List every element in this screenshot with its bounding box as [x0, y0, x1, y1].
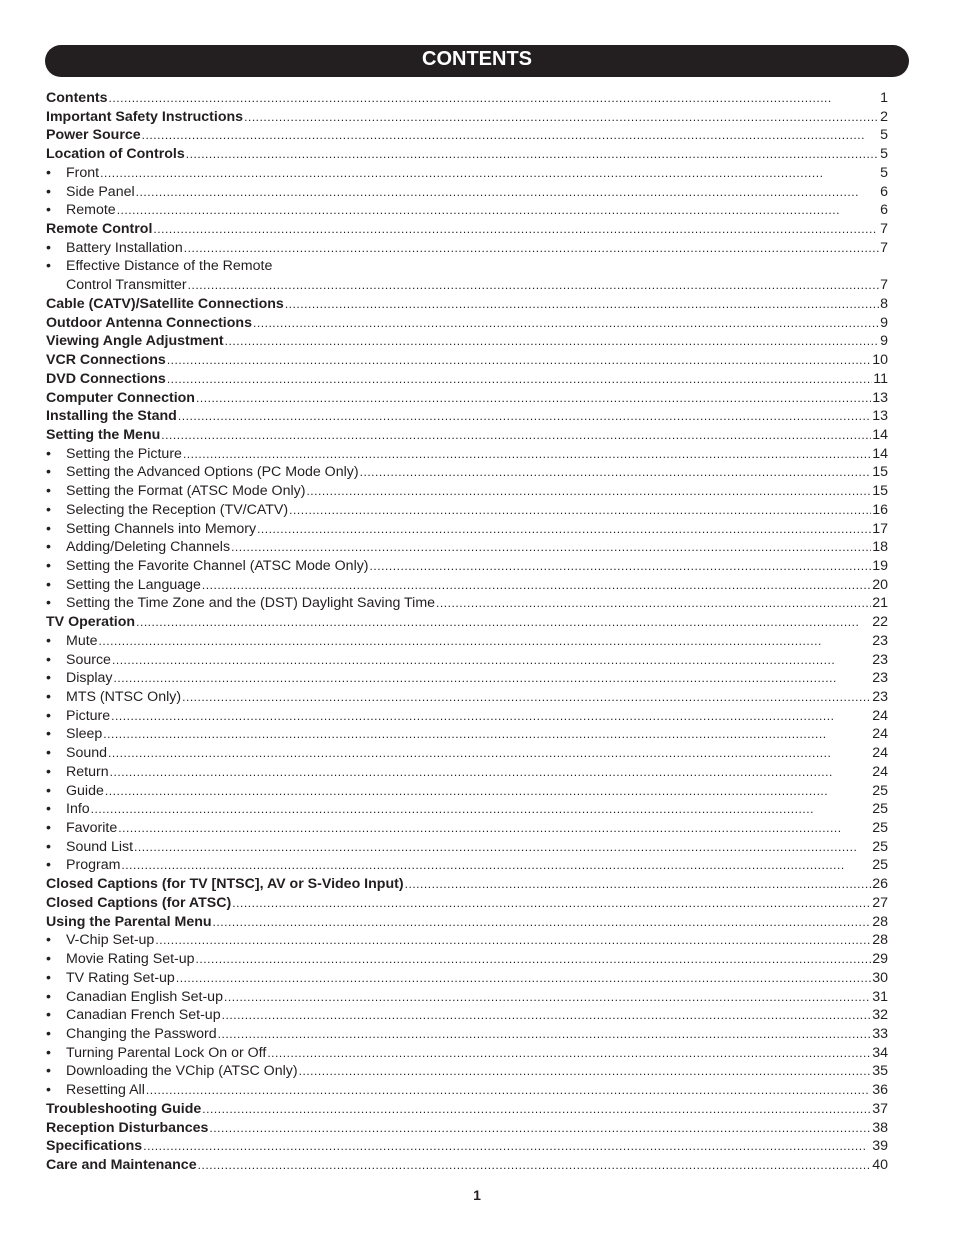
toc-entry-label: Selecting the Reception (TV/CATV) — [66, 501, 289, 518]
toc-entry-label: Setting the Language — [66, 576, 201, 593]
toc-entry[interactable] — [46, 1025, 888, 1044]
toc-entry-page: 25 — [872, 782, 888, 799]
toc-entry-page: 5 — [880, 127, 888, 144]
toc-entry-page: 37 — [872, 1100, 888, 1117]
toc-entry-page: 23 — [872, 689, 888, 705]
toc-entry-label: Setting the Format (ATSC Mode Only) — [66, 483, 306, 500]
toc-entry[interactable] — [46, 257, 888, 276]
toc-entry-label: Changing the Password — [66, 1025, 217, 1042]
toc-entry[interactable] — [46, 875, 888, 894]
toc-entry-page: 22 — [872, 614, 888, 631]
toc-entry[interactable] — [46, 407, 888, 426]
toc-entry[interactable] — [46, 276, 888, 295]
toc-entry[interactable] — [46, 969, 888, 988]
toc-entry-page: 20 — [872, 576, 888, 593]
toc-entry[interactable] — [46, 576, 888, 595]
bullet-icon: • — [46, 557, 51, 574]
toc-entry[interactable] — [46, 332, 888, 351]
toc-entry-page: 32 — [872, 1007, 888, 1024]
dot-leader — [146, 1081, 871, 1100]
dot-leader — [196, 389, 871, 408]
toc-entry-page: 10 — [872, 352, 888, 369]
toc-entry-page: 7 — [880, 221, 888, 238]
dot-leader — [436, 594, 871, 613]
dot-leader — [108, 744, 871, 763]
toc-entry[interactable] — [46, 1119, 888, 1138]
toc-entry-page: 19 — [872, 557, 888, 574]
dot-leader — [253, 314, 879, 333]
toc-entry-page: 25 — [872, 838, 888, 855]
toc-entry-label: Adding/Deleting Channels — [66, 539, 231, 556]
toc-entry-label: Remote — [66, 202, 116, 219]
toc-entry-label: Source — [66, 651, 111, 668]
toc-entry[interactable] — [46, 782, 888, 801]
dot-leader — [155, 931, 871, 950]
dot-leader — [103, 725, 871, 744]
toc-entry[interactable] — [46, 1044, 888, 1063]
bullet-icon: • — [46, 632, 51, 649]
bullet-icon: • — [46, 763, 51, 780]
toc-entry[interactable] — [46, 164, 888, 183]
toc-entry-label: Movie Rating Set-up — [66, 951, 195, 968]
toc-entry[interactable] — [46, 1081, 888, 1100]
bullet-icon: • — [46, 745, 51, 762]
toc-entry-label: Control Transmitter — [66, 277, 187, 294]
toc-entry[interactable] — [46, 838, 888, 857]
toc-entry-label: Return — [66, 763, 109, 780]
dot-leader — [231, 538, 871, 557]
toc-entry[interactable] — [46, 1156, 888, 1175]
toc-entry-label: Closed Captions (for ATSC) — [46, 894, 232, 911]
toc-entry[interactable] — [46, 856, 888, 875]
dot-leader — [202, 576, 871, 595]
toc-entry-label: Mute — [66, 632, 98, 649]
toc-entry-page: 11 — [873, 370, 888, 387]
toc-entry[interactable] — [46, 463, 888, 482]
toc-entry-label: VCR Connections — [46, 352, 166, 369]
toc-entry[interactable] — [46, 239, 888, 258]
bullet-icon: • — [46, 689, 51, 705]
toc-entry[interactable] — [46, 295, 888, 314]
toc-entry[interactable] — [46, 1137, 888, 1156]
toc-entry-label: Cable (CATV)/Satellite Connections — [46, 295, 284, 312]
toc-entry-page: 1 — [880, 90, 888, 106]
toc-entry[interactable] — [46, 482, 888, 501]
toc-entry-page: 25 — [872, 801, 888, 818]
toc-entry-label: Remote Control — [46, 221, 153, 238]
dot-leader — [306, 482, 871, 501]
toc-entry-page: 24 — [872, 707, 888, 724]
toc-entry-page: 14 — [872, 426, 888, 443]
bullet-icon: • — [46, 670, 51, 687]
toc-entry-label: Specifications — [46, 1138, 143, 1155]
dot-leader — [285, 295, 879, 314]
toc-entry[interactable] — [46, 445, 888, 464]
toc-entry[interactable] — [46, 89, 888, 108]
toc-entry-label: Side Panel — [66, 183, 135, 200]
toc-entry-label: Setting the Picture — [66, 445, 182, 462]
toc-entry-page: 24 — [872, 763, 888, 780]
toc-entry[interactable] — [46, 800, 888, 819]
dot-leader — [108, 89, 879, 108]
toc-entry-page: 35 — [872, 1063, 888, 1080]
toc-entry-label: Power Source — [46, 127, 141, 144]
toc-entry-label: Important Safety Instructions — [46, 108, 244, 125]
dot-leader — [142, 126, 879, 145]
toc-entry-label: Program — [66, 857, 121, 874]
dot-leader — [360, 463, 872, 482]
dot-leader — [110, 763, 872, 782]
toc-entry-label: Viewing Angle Adjustment — [46, 333, 224, 350]
bullet-icon: • — [46, 857, 51, 874]
dot-leader — [91, 800, 872, 819]
toc-entry-label: Resetting All — [66, 1082, 145, 1099]
toc-entry-label: Setting the Time Zone and the (DST) Daylight Saving Time — [66, 595, 436, 612]
bullet-icon: • — [46, 707, 51, 724]
toc-entry-label: Setting Channels into Memory — [66, 520, 257, 537]
bullet-icon: • — [46, 651, 51, 668]
toc-entry-label: Closed Captions (for TV [NTSC], AV or S-Video Input) — [46, 876, 404, 893]
bullet-icon: • — [46, 595, 51, 612]
dot-leader — [213, 913, 872, 932]
toc-entry-page: 25 — [872, 820, 888, 837]
toc-entry[interactable] — [46, 538, 888, 557]
dot-leader — [225, 332, 879, 351]
dot-leader — [167, 370, 872, 389]
dot-leader — [134, 838, 871, 857]
toc-entry[interactable] — [46, 389, 888, 408]
dot-leader — [257, 520, 871, 539]
toc-entry-label: Using the Parental Menu — [46, 913, 212, 930]
toc-entry-page: 15 — [872, 483, 888, 500]
bullet-icon: • — [46, 838, 51, 855]
table-of-contents — [46, 89, 888, 1175]
dot-leader — [196, 950, 872, 969]
toc-entry-label: Canadian French Set-up — [66, 1007, 221, 1024]
contents-banner: CONTENTS — [45, 45, 909, 77]
dot-leader — [202, 1100, 871, 1119]
bullet-icon: • — [46, 576, 51, 593]
bullet-icon: • — [46, 969, 51, 986]
dot-leader — [143, 1137, 871, 1156]
toc-entry-label: Picture — [66, 707, 111, 724]
toc-entry[interactable] — [46, 370, 888, 389]
toc-entry-label: Sound List — [66, 838, 134, 855]
toc-entry-page: 31 — [872, 988, 888, 1005]
toc-entry-page: 34 — [872, 1044, 888, 1061]
toc-entry-page: 9 — [880, 333, 888, 350]
bullet-icon: • — [46, 202, 51, 219]
toc-entry-label: Location of Controls — [46, 146, 185, 163]
dot-leader — [244, 108, 879, 127]
bullet-icon: • — [46, 951, 51, 968]
dot-leader — [136, 613, 871, 632]
toc-entry-label: Guide — [66, 782, 104, 799]
toc-entry-label: Front — [66, 164, 100, 181]
toc-entry-label: TV Rating Set-up — [66, 969, 175, 986]
dot-leader — [183, 445, 871, 464]
toc-entry[interactable] — [46, 183, 888, 202]
toc-entry-label: Favorite — [66, 820, 118, 837]
toc-entry[interactable] — [46, 819, 888, 838]
bullet-icon: • — [46, 932, 51, 949]
toc-entry[interactable] — [46, 707, 888, 726]
toc-entry-page: 13 — [872, 408, 888, 425]
toc-entry-label: DVD Connections — [46, 370, 166, 387]
dot-leader — [198, 1156, 872, 1175]
toc-entry-page: 6 — [880, 202, 888, 219]
toc-entry[interactable] — [46, 1006, 888, 1025]
bullet-icon: • — [46, 258, 51, 275]
dot-leader — [224, 988, 871, 1007]
toc-entry[interactable] — [46, 913, 888, 932]
bullet-icon: • — [46, 1007, 51, 1024]
bullet-icon: • — [46, 782, 51, 799]
dot-leader — [99, 632, 872, 651]
dot-leader — [121, 856, 871, 875]
toc-entry[interactable] — [46, 744, 888, 763]
toc-entry-page: 28 — [872, 932, 888, 949]
bullet-icon: • — [46, 183, 51, 200]
toc-entry-page: 14 — [872, 445, 888, 462]
toc-entry[interactable] — [46, 426, 888, 445]
toc-entry-page: 28 — [872, 913, 888, 930]
toc-entry-label: Contents — [46, 90, 108, 106]
toc-entry-label: Reception Disturbances — [46, 1119, 209, 1136]
bullet-icon: • — [46, 464, 51, 481]
bullet-icon: • — [46, 801, 51, 818]
toc-entry-page: 23 — [872, 651, 888, 668]
toc-entry-page: 24 — [872, 745, 888, 762]
toc-entry[interactable] — [46, 931, 888, 950]
toc-entry-label: Info — [66, 801, 90, 818]
dot-leader — [218, 1025, 872, 1044]
dot-leader — [222, 1006, 872, 1025]
dot-leader — [289, 501, 871, 520]
dot-leader — [112, 651, 871, 670]
toc-entry-label: Effective Distance of the Remote — [66, 258, 273, 275]
toc-entry[interactable] — [46, 145, 888, 164]
toc-entry[interactable] — [46, 894, 888, 913]
bullet-icon: • — [46, 1044, 51, 1061]
toc-entry-page: 9 — [880, 314, 888, 331]
dot-leader — [186, 145, 879, 164]
toc-entry[interactable] — [46, 688, 888, 707]
toc-entry-page: 5 — [880, 146, 888, 163]
toc-entry-label: Setting the Favorite Channel (ATSC Mode Only) — [66, 557, 369, 574]
toc-entry-page: 6 — [880, 183, 888, 200]
toc-entry[interactable] — [46, 351, 888, 370]
dot-leader — [117, 201, 879, 220]
toc-entry-page: 27 — [872, 894, 888, 911]
toc-entry[interactable] — [46, 201, 888, 220]
toc-entry-label: Display — [66, 670, 113, 687]
toc-entry-label: Setting the Menu — [46, 426, 161, 443]
dot-leader — [153, 220, 879, 239]
toc-entry[interactable] — [46, 763, 888, 782]
bullet-icon: • — [46, 539, 51, 556]
dot-leader — [299, 1062, 872, 1081]
toc-entry[interactable] — [46, 950, 888, 969]
dot-leader — [100, 164, 879, 183]
bullet-icon: • — [46, 820, 51, 837]
toc-entry-page: 7 — [880, 239, 888, 256]
toc-entry[interactable] — [46, 314, 888, 333]
toc-entry-page: 30 — [872, 969, 888, 986]
toc-entry[interactable] — [46, 594, 888, 613]
bullet-icon: • — [46, 988, 51, 1005]
toc-entry-page: 16 — [872, 501, 888, 518]
toc-entry-label: Installing the Stand — [46, 408, 177, 425]
toc-entry-label: Troubleshooting Guide — [46, 1100, 202, 1117]
toc-entry-page: 39 — [872, 1138, 888, 1155]
toc-entry-page: 24 — [872, 726, 888, 743]
toc-entry-page: 7 — [880, 277, 888, 294]
toc-entry-label: Computer Connection — [46, 389, 195, 406]
toc-entry[interactable] — [46, 126, 888, 145]
toc-entry-label: Sleep — [66, 726, 103, 743]
bullet-icon: • — [46, 164, 51, 181]
toc-entry-label: Care and Maintenance — [46, 1156, 197, 1173]
toc-entry-label: Battery Installation — [66, 239, 183, 256]
bullet-icon: • — [46, 520, 51, 537]
toc-entry-label: MTS (NTSC Only) — [66, 689, 182, 705]
toc-entry[interactable] — [46, 220, 888, 239]
toc-entry-page: 40 — [872, 1156, 888, 1173]
toc-entry-page: 33 — [872, 1025, 888, 1042]
toc-entry-page: 2 — [880, 108, 888, 125]
toc-entry-label: Sound — [66, 745, 108, 762]
toc-entry-label: V-Chip Set-up — [66, 932, 155, 949]
dot-leader — [111, 707, 871, 726]
toc-entry-page: 21 — [872, 595, 888, 612]
dot-leader — [105, 782, 871, 801]
dot-leader — [184, 239, 879, 258]
toc-entry-page: 17 — [872, 520, 888, 537]
dot-leader — [136, 183, 879, 202]
toc-entry-page: 26 — [872, 876, 888, 893]
toc-entry[interactable] — [46, 108, 888, 127]
toc-entry-page: 23 — [872, 670, 888, 687]
dot-leader — [167, 351, 871, 370]
bullet-icon: • — [46, 726, 51, 743]
dot-leader — [161, 426, 871, 445]
toc-entry[interactable] — [46, 557, 888, 576]
toc-entry-label: TV Operation — [46, 614, 136, 631]
toc-entry[interactable] — [46, 1062, 888, 1081]
toc-entry-label: Canadian English Set-up — [66, 988, 223, 1005]
toc-entry-page: 13 — [872, 389, 888, 406]
dot-leader — [370, 557, 872, 576]
dot-leader — [188, 276, 879, 295]
page-number: 1 — [473, 1187, 481, 1203]
dot-leader — [232, 894, 871, 913]
bullet-icon: • — [46, 1082, 51, 1099]
toc-entry-page: 15 — [872, 464, 888, 481]
toc-entry[interactable] — [46, 501, 888, 520]
toc-entry-label: Turning Parental Lock On or Off — [66, 1044, 267, 1061]
dot-leader — [405, 875, 872, 894]
toc-entry-page: 5 — [880, 164, 888, 181]
bullet-icon: • — [46, 501, 51, 518]
dot-leader — [209, 1119, 871, 1138]
toc-entry[interactable] — [46, 988, 888, 1007]
toc-entry-label: Setting the Advanced Options (PC Mode Only) — [66, 464, 359, 481]
dot-leader — [182, 688, 871, 707]
dot-leader — [118, 819, 871, 838]
toc-entry-label: Outdoor Antenna Connections — [46, 314, 252, 331]
toc-entry-page: 23 — [872, 632, 888, 649]
bullet-icon: • — [46, 1063, 51, 1080]
toc-entry-page: 38 — [872, 1119, 888, 1136]
dot-leader — [176, 969, 871, 988]
bullet-icon: • — [46, 445, 51, 462]
bullet-icon: • — [46, 1025, 51, 1042]
toc-entry-label: Downloading the VChip (ATSC Only) — [66, 1063, 298, 1080]
toc-entry[interactable] — [46, 632, 888, 651]
toc-entry[interactable] — [46, 613, 888, 632]
toc-entry-page: 8 — [880, 295, 888, 312]
toc-entry[interactable] — [46, 669, 888, 688]
toc-entry[interactable] — [46, 651, 888, 670]
toc-entry-page: 25 — [872, 857, 888, 874]
bullet-icon: • — [46, 239, 51, 256]
toc-entry-page: 36 — [872, 1082, 888, 1099]
toc-entry[interactable] — [46, 725, 888, 744]
toc-entry-page: 29 — [872, 951, 888, 968]
toc-entry-page: 18 — [872, 539, 888, 556]
dot-leader — [178, 407, 871, 426]
dot-leader — [114, 669, 872, 688]
dot-leader — [267, 1044, 871, 1063]
bullet-icon: • — [46, 483, 51, 500]
toc-entry[interactable] — [46, 520, 888, 539]
toc-entry[interactable] — [46, 1100, 888, 1119]
